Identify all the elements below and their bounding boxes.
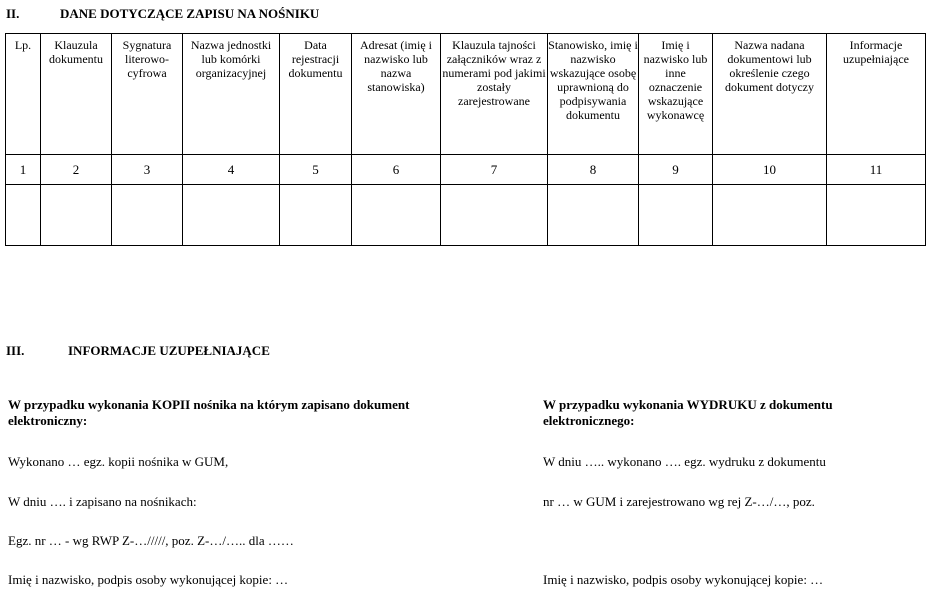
section-3-title: INFORMACJE UZUPEŁNIAJĄCE [68, 343, 270, 358]
column-number: 9 [639, 155, 713, 185]
copy-info-line: W dniu …. i zapisano na nośnikach: [8, 494, 197, 509]
column-number: 5 [280, 155, 352, 185]
column-header: Lp. [6, 34, 41, 155]
entry-cell [280, 185, 352, 246]
recording-data-table [5, 33, 926, 246]
column-number: 1 [6, 155, 41, 185]
column-header: Stanowisko, imię i nazwisko wskazujące osobę uprawnioną do podpisywania dokumentu [548, 34, 639, 155]
copy-info-line: Wykonano … egz. kopii nośnika w GUM, [8, 454, 229, 469]
section-3-number: III. [6, 343, 25, 358]
column-header: Klauzula dokumentu [41, 34, 112, 155]
column-header: Nazwa nadana dokumentowi lub określenie czego dokument dotyczy [713, 34, 827, 155]
column-number-row [6, 155, 926, 185]
column-number: 10 [713, 155, 827, 185]
printout-info-column [543, 397, 923, 592]
section-2-title: DANE DOTYCZĄCE ZAPISU NA NOŚNIKU [60, 6, 320, 21]
entry-cell [639, 185, 713, 246]
column-header: Klauzula tajności załączników wraz z numerami pod jakimi zostały zarejestrowane [441, 34, 548, 155]
entry-cell [441, 185, 548, 246]
column-header: Data rejestracji dokumentu [280, 34, 352, 155]
entry-cell [548, 185, 639, 246]
column-header: Nazwa jednostki lub komórki organizacyjnej [183, 34, 280, 155]
printout-info-line: nr … w GUM i zarejestrowano wg rej Z-…/…, poz. [543, 494, 815, 509]
column-number: 3 [112, 155, 183, 185]
column-header: Adresat (imię i nazwisko lub nazwa stanowiska) [352, 34, 441, 155]
entry-cell [352, 185, 441, 246]
entry-cell [827, 185, 926, 246]
section-2-number: II. [6, 6, 20, 21]
copy-info-column [8, 397, 448, 592]
entry-cell [41, 185, 112, 246]
column-number: 8 [548, 155, 639, 185]
column-number: 11 [827, 155, 926, 185]
entry-cell [183, 185, 280, 246]
table-header-row [6, 34, 926, 155]
entry-cell [713, 185, 827, 246]
printout-info-line: W dniu ….. wykonano …. egz. wydruku z dokumentu [543, 454, 826, 469]
empty-entry-row [6, 185, 926, 246]
copy-info-heading: W przypadku wykonania KOPII nośnika na którym zapisano dokument elektroniczny: [8, 397, 410, 428]
entry-cell [112, 185, 183, 246]
printout-info-line: Imię i nazwisko, podpis osoby wykonującej kopie: … [543, 572, 824, 587]
copy-info-line: Imię i nazwisko, podpis osoby wykonującej kopie: … [8, 572, 289, 587]
column-number: 4 [183, 155, 280, 185]
column-number: 7 [441, 155, 548, 185]
column-header: Sygnatura literowo-cyfrowa [112, 34, 183, 155]
column-number: 6 [352, 155, 441, 185]
column-header: Imię i nazwisko lub inne oznaczenie wskazujące wykonawcę [639, 34, 713, 155]
column-number: 2 [41, 155, 112, 185]
column-header: Informacje uzupełniające [827, 34, 926, 155]
entry-cell [6, 185, 41, 246]
printout-info-heading: W przypadku wykonania WYDRUKU z dokumentu elektronicznego: [543, 397, 833, 428]
copy-info-line: Egz. nr … - wg RWP Z-…/////, poz. Z-…/….. dla …… [8, 533, 294, 548]
